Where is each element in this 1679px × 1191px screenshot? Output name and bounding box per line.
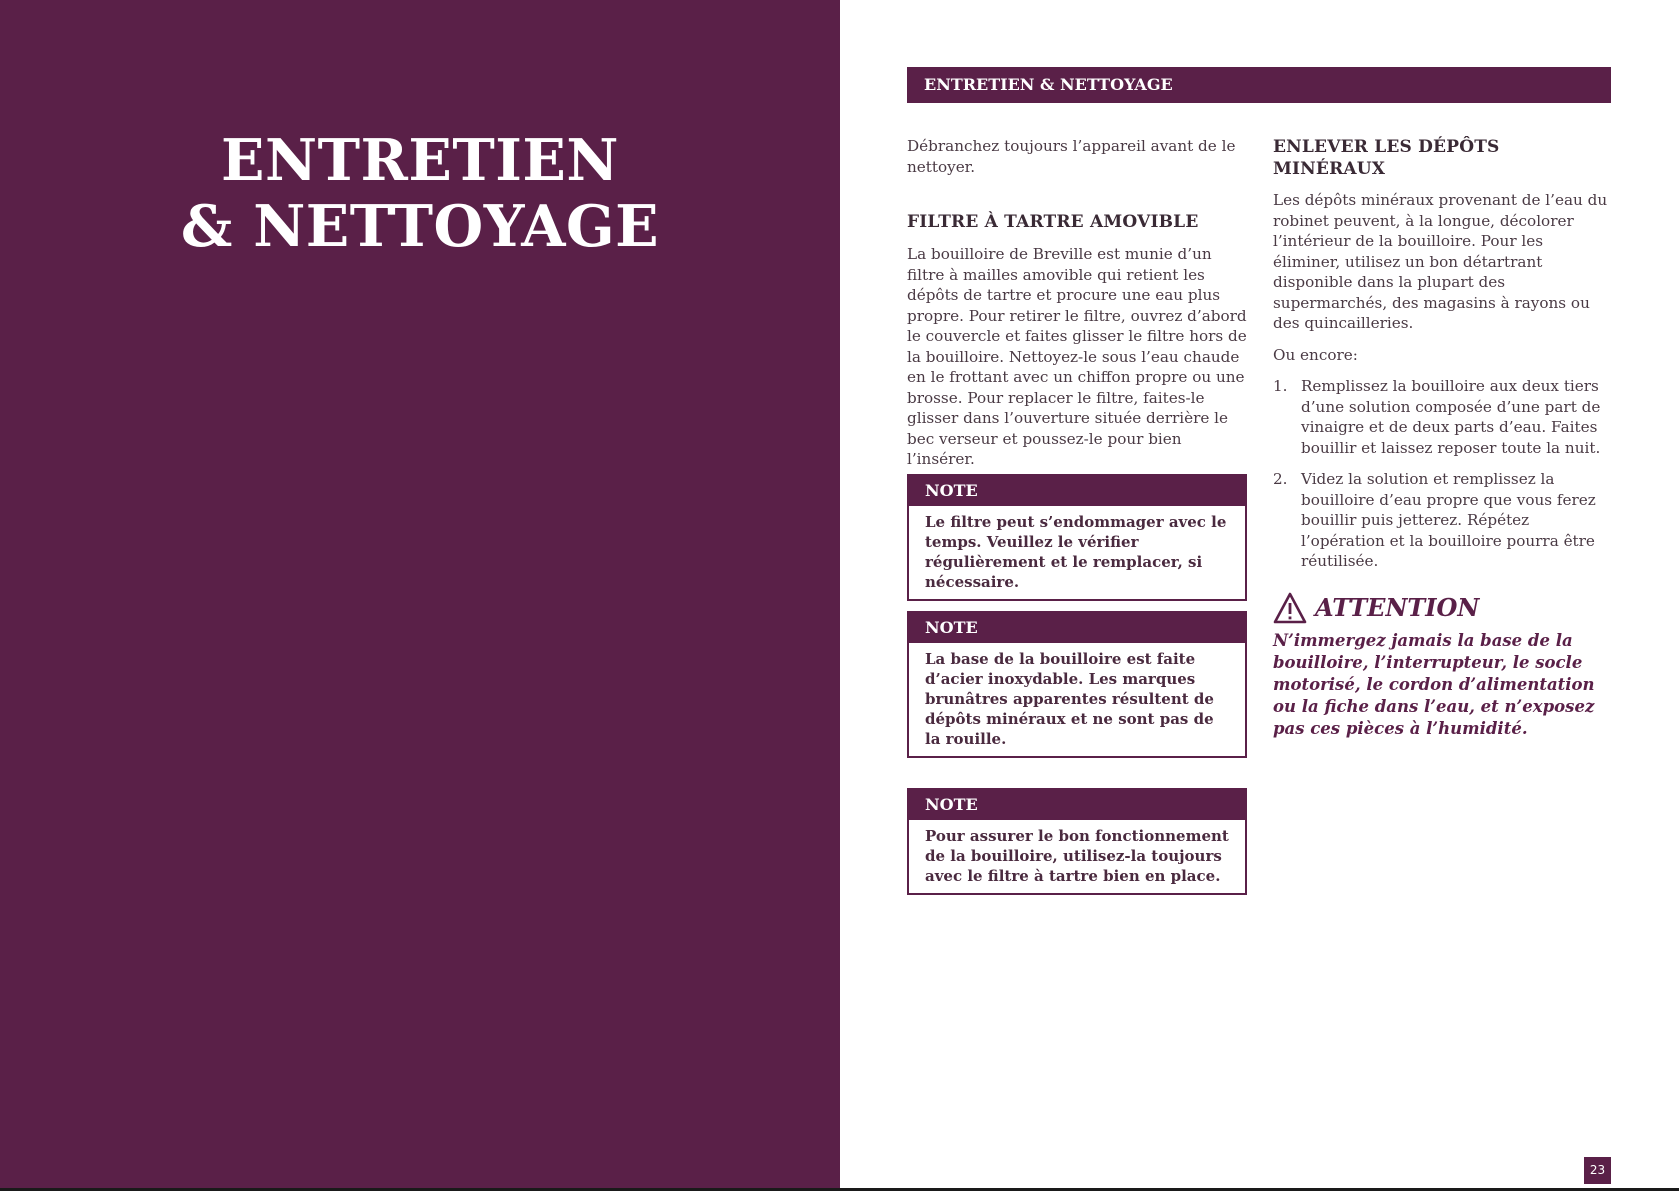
intro-text: Débranchez toujours l’appareil avant de le nettoyer. bbox=[907, 137, 1236, 176]
attention-heading bbox=[1273, 592, 1615, 624]
attention-label: ATTENTION bbox=[1315, 593, 1480, 622]
note-label: NOTE bbox=[909, 476, 1245, 506]
mineral-heading: ENLEVER LES DÉPÔTS MINÉRAUX bbox=[1273, 137, 1500, 179]
filter-text: La bouilloire de Breville est munie d’un filtre à mailles amovible qui retient les dépôts de tartre et procure une eau plus propre. Pour retirer le filtre, ouvrez d’abord le couvercle et faites glisser le filtre hors de la bouilloire. Nettoyez-le sous l’eau chaude en le frottant avec un chiffon propre ou une brosse. Pour replacer le filtre, faites-le glisser dans l’ouverture située derrière le bec verseur et poussez-le pour bien l’insérer. bbox=[907, 245, 1247, 468]
chapter-title-line-2: & NETTOYAGE bbox=[180, 193, 660, 260]
right-column bbox=[1273, 136, 1615, 740]
filter-heading: FILTRE À TARTRE AMOVIBLE bbox=[907, 212, 1199, 232]
step-text: Remplissez la bouilloire aux deux tiers d’une solution composée d’une part de vinaigre et de deux parts d’eau. Faites bouillir et laissez reposer toute la nuit. bbox=[1301, 377, 1601, 457]
note-box-1 bbox=[907, 474, 1247, 601]
note-text: Le filtre peut s’endommager avec le temps. Veuillez le vérifier régulièrement et le remplacer, si nécessaire. bbox=[925, 513, 1227, 591]
warning-triangle-icon bbox=[1273, 592, 1307, 624]
list-item bbox=[1273, 469, 1615, 572]
note-text: La base de la bouilloire est faite d’acier inoxydable. Les marques brunâtres apparentes résultent de dépôts minéraux et ne sont pas de la rouille. bbox=[925, 650, 1214, 748]
mineral-steps-list bbox=[1273, 376, 1615, 572]
chapter-title-line-1: ENTRETIEN bbox=[221, 127, 619, 194]
section-header-bar: ENTRETIEN & NETTOYAGE bbox=[907, 67, 1611, 103]
note-label: NOTE bbox=[909, 613, 1245, 643]
note-text: Pour assurer le bon fonctionnement de la bouilloire, utilisez-la toujours avec le filtre à tartre bien en place. bbox=[925, 827, 1229, 885]
mineral-alt-text: Ou encore: bbox=[1273, 345, 1358, 364]
note-box-3 bbox=[907, 788, 1247, 895]
step-number: 1. bbox=[1273, 377, 1288, 395]
note-box-2 bbox=[907, 611, 1247, 758]
page-number: 23 bbox=[1584, 1157, 1611, 1184]
chapter-title bbox=[0, 128, 840, 260]
step-text: Videz la solution et remplissez la bouilloire d’eau propre que vous ferez bouillir puis jetterez. Répétez l’opération et la bouilloire pourra être réutilisée. bbox=[1301, 470, 1596, 570]
attention-block bbox=[1273, 592, 1615, 740]
mineral-text: Les dépôts minéraux provenant de l’eau du robinet peuvent, à la longue, décolorer l’intérieur de la bouilloire. Pour les éliminer, utilisez un bon détartrant disponible dans la plupart des supermarchés, des magasins à rayons ou des quincailleries. bbox=[1273, 191, 1608, 332]
list-item bbox=[1273, 376, 1615, 458]
note-label: NOTE bbox=[909, 790, 1245, 820]
left-column bbox=[907, 136, 1247, 470]
attention-text: N’immergez jamais la base de la bouilloire, l’interrupteur, le socle motorisé, le cordon d’alimentation ou la fiche dans l’eau, et n’exposez pas ces pièces à l’humidité. bbox=[1273, 630, 1595, 738]
step-number: 2. bbox=[1273, 470, 1288, 488]
